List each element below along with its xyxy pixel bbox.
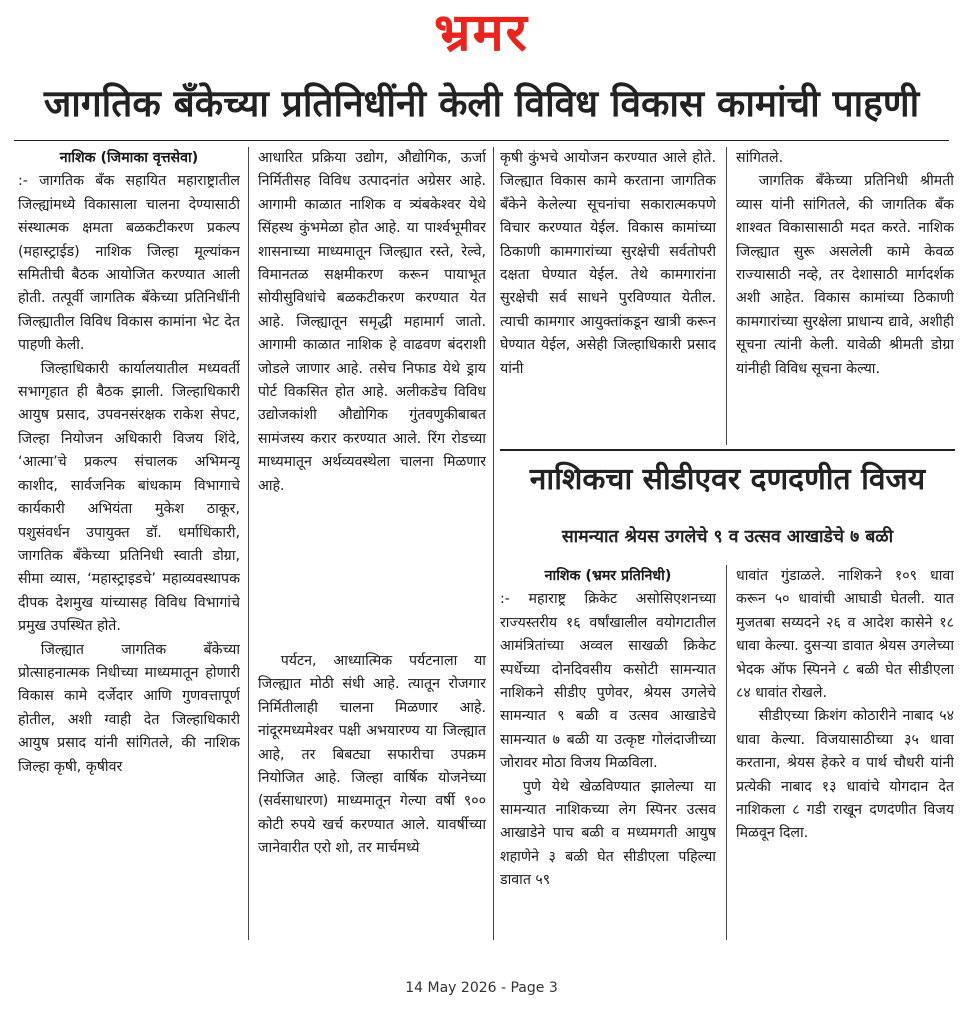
paragraph: धावांत गुंडाळले. नाशिकने १०९ धावा करून ५० धावांची आघाडी घेतली. यात मुजतबा सय्यदने २६ व आदेश कासेने १८ धावा केल्या. दुसऱ्या डावात श्रेयस उगलेच्या भेदक ऑफ स्पिनने ८ बळी घेत सीडीएला ८४ धावांत रोखले. [736, 568, 954, 702]
column-divider [726, 565, 727, 940]
masthead-logo [0, 2, 963, 64]
paragraph: जिल्हाधिकारी कार्यालयातील मध्यवर्ती सभागृहात ही बैठक झाली. जिल्हाधिकारी आयुष प्रसाद, उपवनसंरक्षक राकेश सेपट, जिल्हा नियोजन अधिकारी विजय शिंदे, ‘आत्मा’चे प्रकल्प संचालक अभिमन्यू काशीद, सार्वजनिक बांधकाम विभागाचे कार्यकारी अभियंता मुकेश ठाकूर, पशुसंवर्धन उपायुक्त डॉ. धर्माधिकारी, जागतिक बँकेच्या प्रतिनिधी स्वाती डोग्रा, सीमा व्यास, ‘महास्ट्राइडचे’ महाव्यवस्थापक दीपक देशमुख यांच्यासह विविध विभागांचे प्रमुख उपस्थित होते. [18, 360, 240, 635]
paragraph: आधारित प्रक्रिया उद्योग, औद्योगिक, ऊर्जा निर्मितीसह विविध उत्पादनांत अग्रेसर आहे. आगामी काळात नाशिक व त्र्यंबकेश्वर येथे सिंहस्थ कुंभमेळा होत आहे. या पार्श्वभूमीवर शासनाच्या माध्यमातून जिल्ह्यात रस्ते, रेल्वे, विमानतळ सक्षमीकरण करून पायाभूत सोयीसुविधांचे बळकटीकरण करण्यात येत आहे. जिल्ह्यातून समृद्धी महामार्ग जातो. आगामी काळात नाशिक हे वाढवण बंदराशी जोडले जाणार आहे. तसेच निफाड येथे ड्राय पोर्ट विकसित होत आहे. अलीकडेच विविध उद्योजकांशी औद्योगिक गुंतवणुकीबाबत सामंजस्य करार करण्यात आले. रिंग रोडच्या माध्यमातून अर्थव्यवस्थेला चालना मिळणार आहे. [258, 150, 486, 494]
dateline: नाशिक (जिमाका वृत्तसेवा) [59, 150, 199, 166]
paragraph: सांगितले. [736, 150, 784, 166]
paragraph: कृषी कुंभचे आयोजन करण्यात आले होते. जिल्ह्यात विकास कामे करताना जागतिक बँकेने केलेल्या सूचनांचा सकारात्मकपणे विचार करण्यात येईल. विकास कामांच्या ठिकाणी कामगारांच्या सुरक्षेची सर्वतोपरी दक्षता घेण्यात येईल. तेथे कामगारांना सुरक्षेची सर्व साधने पुरविण्यात येतील. त्याची कामगार आयुक्तांकडून खात्री करून घेण्यात येईल, असेही जिल्हाधिकारी प्रसाद यांनी [500, 150, 716, 377]
paragraph: जागतिक बँकेच्या प्रतिनिधी श्रीमती व्यास यांनी सांगितले, की जागतिक बँक शाश्वत विकासासाठी मदत करते. नाशिक जिल्ह्यात सुरू असलेली कामे केवळ राज्यासाठी नव्हे, तर देशासाठी मार्गदर्शक अशी आहेत. विकास कामांच्या ठिकाणी कामगारांच्या सुरक्षेला प्राधान्य द्यावे, अशीही सूचना त्यांनी केली. यावेळी श्रीमती डोग्रा यांनीही विविध सूचना केल्या. [736, 173, 954, 377]
column-divider [726, 147, 727, 445]
sports-headline: नाशिकचा सीडीएवर दणदणीत विजय [529, 462, 926, 497]
column-divider [493, 147, 494, 940]
paragraph: :- महाराष्ट्र क्रिकेट असोसिएशनच्या राज्यस्तरीय १६ वर्षांखालील वयोगटातील आमंत्रितांच्या अव्वल साखळी क्रिकेट स्पर्धेच्या दोनदिवसीय कसोटी सामन्यात नाशिकने सीडीए पुणेवर, श्रेयस उगलेचे सामन्यात ९ बळी व उत्सव आखाडेचे सामन्यात ७ बळी या उत्कृष्ट गोलंदाजीच्या जोरावर मोठा विजय मिळविला. [500, 591, 716, 772]
paragraph: पुणे येथे खेळविण्यात झालेल्या या सामन्यात नाशिकच्या लेग स्पिनर उत्सव आखाडेने पाच बळी व मध्यमगती आयुष शहाणेने ३ बळी घेत सीडीएला पहिल्या डावात ५९ [500, 778, 716, 889]
dateline: नाशिक (भ्रमर प्रतिनिधी) [544, 568, 672, 584]
article2-column-2 [736, 565, 954, 940]
paragraph: पर्यटन, आध्यात्मिक पर्यटनाला या जिल्ह्यात मोठी संधी आहे. त्यातून रोजगार निर्मितीलाही चालना मिळणार आहे. नांदूरमध्यमेश्वर पक्षी अभयारण्य या जिल्ह्यात आहे, तर बिबट्या सफारीचा उपक्रम नियोजित आहे. जिल्हा वार्षिक योजनेच्या (सर्वसाधारण) माध्यमातून गेल्या वर्षी ९०० कोटी रुपये खर्च करण्यात आले. यावर्षीच्या जानेवारीत एरो शो, तर मार्चमध्ये [258, 653, 486, 857]
divider [14, 140, 949, 141]
logo-text: भ्रमर [434, 3, 529, 63]
paragraph: :- जागतिक बँक सहायित महाराष्ट्रातील जिल्ह्यांमध्ये विकासाला चालना देण्यासाठी संस्थात्मक क्षमता बळकटीकरण प्रकल्प (महास्ट्राईड) नाशिक जिल्हा मूल्यांकन समितीची बैठक आयोजित करण्यात आली होती. तत्पूर्वी जागतिक बँकेच्या प्रतिनिधींनी जिल्ह्यातील विविध विकास कामांना भेट देत पाहणी केली. [18, 173, 240, 354]
sports-subheadline: सामन्यात श्रेयस उगलेचे ९ व उत्सव आखाडेचे ७ बळी [561, 527, 894, 547]
paragraph: सीडीएच्या क्रिशंग कोठारीने नाबाद ५४ धावा केल्या. विजयासाठीच्या ३५ धावा करताना, श्रेयस हेकरे व पार्थ चौधरी यांनी प्रत्येकी नाबाद १३ धावांचे योगदान देत नाशिकला ८ गडी राखून दणदणीत विजय मिळवून दिला. [736, 708, 954, 842]
article1-column-2 [258, 147, 486, 647]
article1-column-1 [18, 147, 240, 939]
article1-column-4 [736, 147, 954, 445]
page-footer: 14 May 2026 - Page 3 [405, 980, 558, 996]
article1-column-2b [258, 650, 486, 940]
divider [500, 449, 955, 451]
main-headline: जागतिक बँकेच्या प्रतिनिधींनी केली विविध विकास कामांची पाहणी [43, 82, 920, 125]
article1-column-3 [500, 147, 716, 445]
article2-column-1 [500, 565, 716, 940]
column-divider [248, 147, 249, 940]
paragraph: जिल्ह्यात जागतिक बँकेच्या प्रोत्साहनात्मक निधीच्या माध्यमातून होणारी विकास कामे दर्जेदार आणि गुणवत्तापूर्ण होतील, अशी ग्वाही देत जिल्हाधिकारी आयुष प्रसाद यांनी सांगितले, की नाशिक जिल्हा कृषी, कृषीवर [18, 641, 240, 775]
